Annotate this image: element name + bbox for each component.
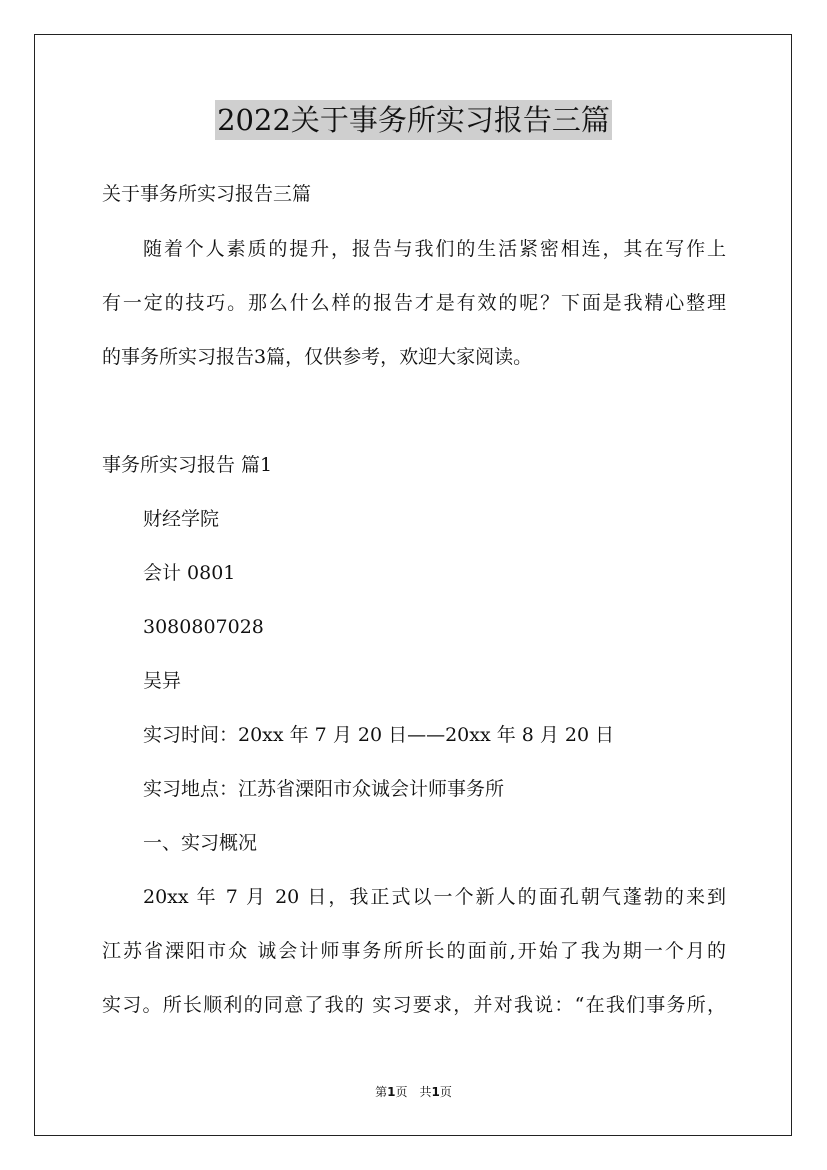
footer-page-mid: 页 共	[395, 1085, 432, 1099]
info-line-name: 吴异	[143, 670, 182, 692]
section-heading: 事务所实习报告 篇1	[102, 454, 273, 476]
intro-line-2: 有一定的技巧。那么什么样的报告才是有效的呢？下面是我精心整理	[102, 292, 726, 314]
info-line-school: 财经学院	[143, 508, 220, 530]
footer-page-prefix: 第	[375, 1085, 388, 1099]
title-container	[0, 100, 827, 140]
footer-page-suffix: 页	[439, 1085, 452, 1099]
intro-line-3: 的事务所实习报告3篇，仅供参考，欢迎大家阅读。	[102, 346, 533, 368]
info-line-internship-time: 实习时间：20xx 年 7 月 20 日——20xx 年 8 月 20 日	[143, 724, 615, 746]
page-footer	[0, 1084, 827, 1100]
footer-page-total: 1	[431, 1085, 440, 1099]
info-line-overview-heading: 一、实习概况	[143, 832, 258, 854]
document-subtitle: 关于事务所实习报告三篇	[102, 183, 312, 205]
info-line-student-id: 3080807028	[143, 616, 264, 638]
body-line-1: 20xx 年 7 月 20 日，我正式以一个新人的面孔朝气蓬勃的来到	[143, 886, 726, 908]
body-line-2: 江苏省溧阳市众 诚会计师事务所所长的面前,开始了我为期一个月的	[102, 940, 726, 962]
info-line-class: 会计 0801	[143, 562, 236, 584]
footer-page-current: 1	[387, 1085, 396, 1099]
intro-line-1: 随着个人素质的提升，报告与我们的生活紧密相连，其在写作上	[143, 238, 726, 260]
body-line-3: 实习。所长顺利的同意了我的 实习要求，并对我说：“在我们事务所，	[102, 994, 726, 1016]
info-line-internship-place: 实习地点：江苏省溧阳市众诚会计师事务所	[143, 778, 505, 800]
document-title: 2022关于事务所实习报告三篇	[215, 100, 612, 140]
